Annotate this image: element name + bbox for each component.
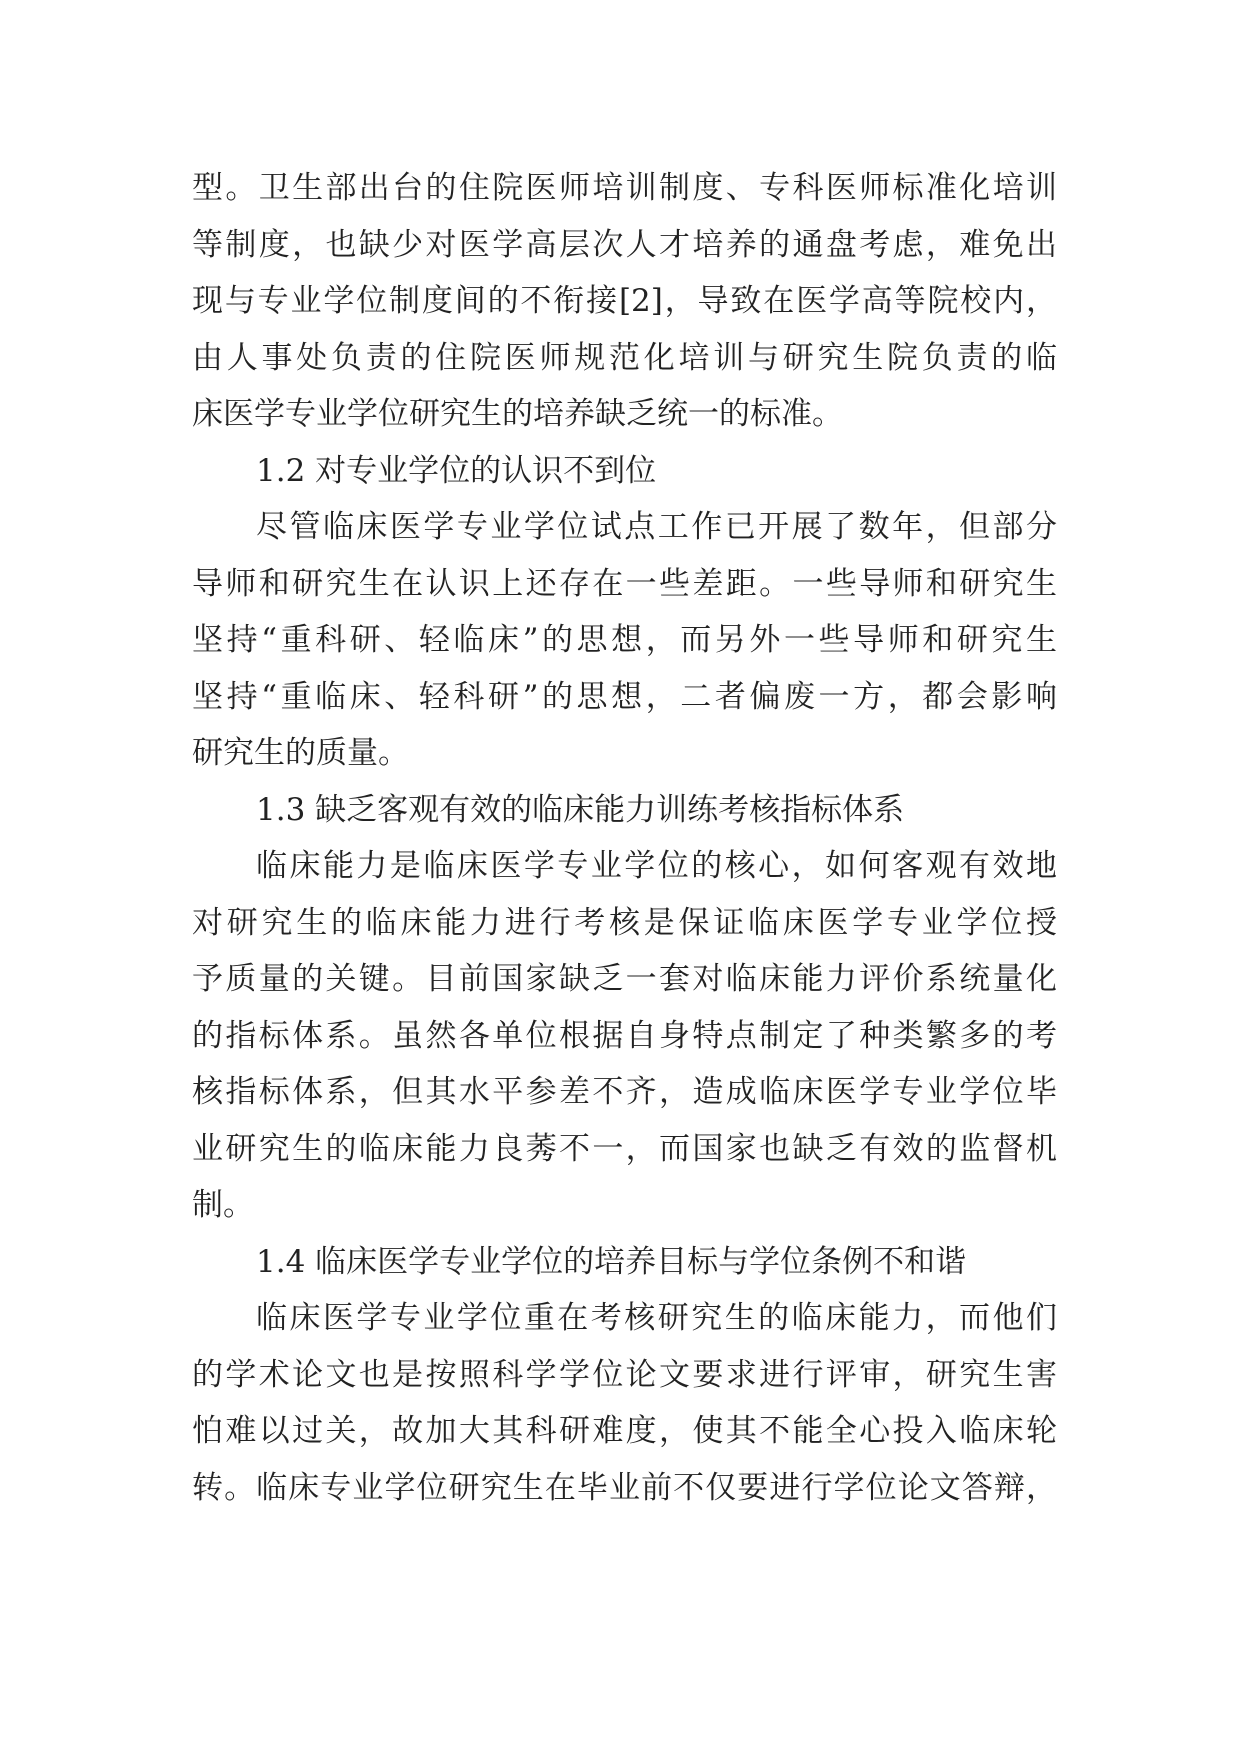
text-line: 床医学专业学位研究生的培养缺乏统一的标准。 xyxy=(192,396,843,432)
text-line: 导师和研究生在认识上还存在一些差距。一些导师和研究生 xyxy=(192,565,1057,602)
text-line: 怕难以过关，故加大其科研难度，使其不能全心投入临床轮 xyxy=(192,1413,1057,1449)
text-line: 临床医学专业学位重在考核研究生的临床能力，而他们 xyxy=(256,1300,1057,1336)
text-line: 坚持“重科研、轻临床”的思想，而另外一些导师和研究生 xyxy=(192,622,1057,658)
text-line: 业研究生的临床能力良莠不一，而国家也缺乏有效的监督机 xyxy=(192,1130,1057,1167)
section-heading: 1.2 对专业学位的认识不到位 xyxy=(256,452,657,489)
text-line: 对研究生的临床能力进行考核是保证临床医学专业学位授 xyxy=(192,904,1057,941)
section-heading: 1.4 临床医学专业学位的培养目标与学位条例不和谐 xyxy=(256,1243,967,1280)
text-line: 核指标体系，但其水平参差不齐，造成临床医学专业学位毕 xyxy=(192,1074,1057,1110)
text-line: 现与专业学位制度间的不衔接[2]，导致在医学高等院校内， xyxy=(192,283,1057,319)
text-line: 研究生的质量。 xyxy=(192,735,409,771)
text-line: 的指标体系。虽然各单位根据自身特点制定了种类繁多的考 xyxy=(192,1017,1057,1054)
text-line: 等制度，也缺少对医学高层次人才培养的通盘考虑，难免出 xyxy=(192,226,1057,263)
text-line: 型。卫生部出台的住院医师培训制度、专科医师标准化培训 xyxy=(192,170,1057,206)
text-line: 坚持“重临床、轻科研”的思想，二者偏废一方，都会影响 xyxy=(192,678,1057,715)
text-line: 由人事处负责的住院医师规范化培训与研究生院负责的临 xyxy=(192,339,1057,376)
text-line: 制。 xyxy=(192,1187,254,1223)
text-line: 予质量的关键。目前国家缺乏一套对临床能力评价系统量化 xyxy=(192,961,1057,997)
text-line: 尽管临床医学专业学位试点工作已开展了数年，但部分 xyxy=(256,509,1057,545)
text-line: 的学术论文也是按照科学学位论文要求进行评审，研究生害 xyxy=(192,1356,1057,1393)
document-body xyxy=(192,160,1057,1516)
text-line: 临床能力是临床医学专业学位的核心，如何客观有效地 xyxy=(256,848,1057,884)
text-line: 转。临床专业学位研究生在毕业前不仅要进行学位论文答辩， xyxy=(192,1469,1057,1506)
section-heading: 1.3 缺乏客观有效的临床能力训练考核指标体系 xyxy=(256,791,905,828)
